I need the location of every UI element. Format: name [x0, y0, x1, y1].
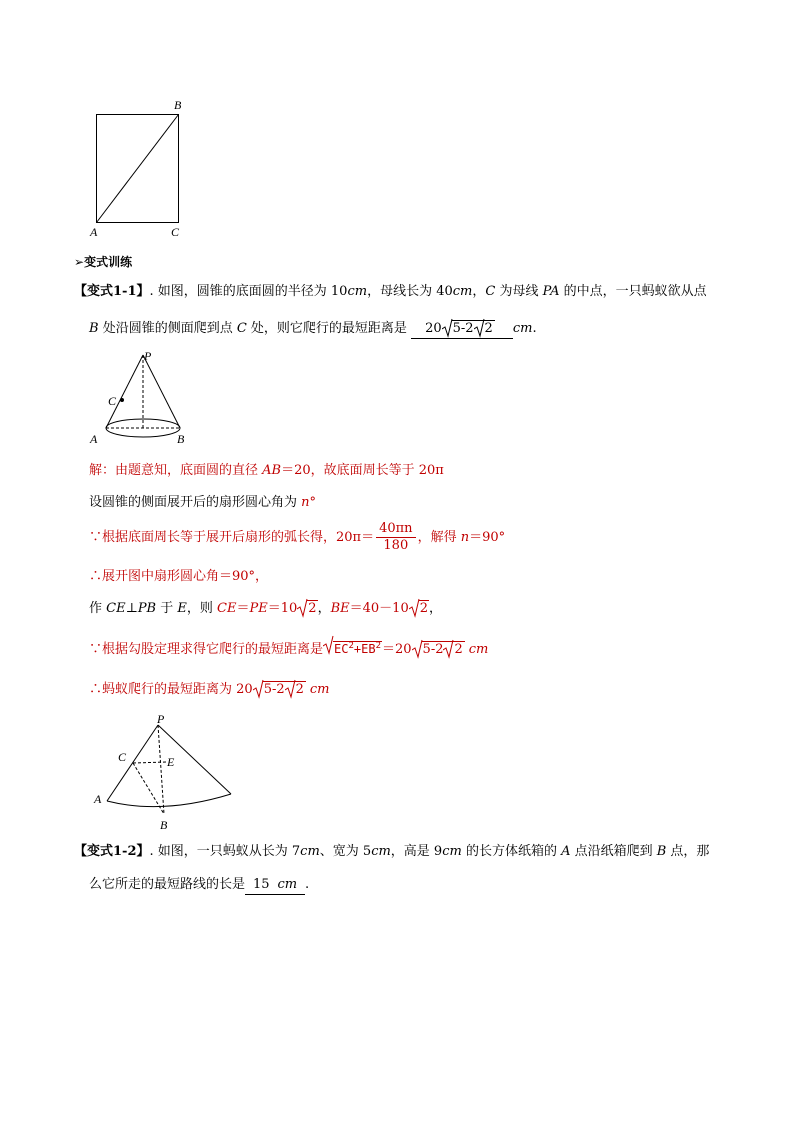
- answer-coef: 20: [425, 321, 442, 336]
- label-c: C: [171, 225, 180, 239]
- p1-text: 的中点，一只蚂蚁欲从点: [559, 284, 707, 299]
- sol-text: ∴蚂蚁爬行的最短距离为 20: [89, 682, 253, 697]
- sector-label-a: A: [94, 792, 102, 806]
- answer-rad-a: 5-2: [452, 321, 474, 336]
- exponent: 2: [375, 641, 381, 651]
- sector-label-c: C: [118, 750, 127, 764]
- sol-text: ＝20，故底面周长等于 20π: [281, 463, 444, 478]
- sol-text: ，解得: [417, 530, 461, 545]
- problem1-line2: [89, 320, 537, 339]
- p1-text: 为母线: [495, 284, 543, 299]
- answer-unit: cm: [512, 321, 533, 336]
- section-heading: [74, 253, 132, 271]
- sqrt-final: [253, 681, 306, 699]
- sol-text: ∵根据勾股定理求得它爬行的最短距离是: [89, 642, 324, 657]
- sector-radius-pa: [107, 725, 158, 801]
- sol-text: ＝10: [267, 601, 298, 616]
- p2-text: ，高是 9: [390, 844, 443, 859]
- sol-text: 作: [89, 601, 107, 616]
- p2-unit: cm: [300, 844, 320, 859]
- sqrt-2: [409, 600, 429, 618]
- solution-line4: ∴展开图中扇形圆心角＝90°，: [89, 569, 269, 584]
- sol-var: AB: [262, 463, 282, 478]
- solution-line2: [89, 494, 316, 512]
- sol-var: E: [177, 601, 187, 616]
- cone-side-pa: [106, 355, 143, 428]
- sol-text: ，则: [186, 601, 218, 616]
- sol-var: PB: [137, 601, 157, 616]
- p2-text: . 如图，一只蚂蚁从长为 7: [149, 844, 301, 859]
- sol-text: ，: [429, 601, 443, 616]
- sol-text: ∵根据底面周长等于展开后扇形的弧长得，20π＝: [89, 530, 375, 545]
- sol-text: ＝40－10: [349, 601, 409, 616]
- label-a: A: [90, 225, 98, 239]
- period: .: [305, 877, 310, 892]
- sol-var: CE: [106, 601, 126, 616]
- diagonal-ab: [97, 115, 179, 223]
- problem2-tag: 【变式1-2】: [74, 844, 150, 859]
- segment-ce: [133, 762, 167, 763]
- p1-unit: cm: [347, 284, 368, 299]
- exponent: 2: [348, 641, 354, 651]
- answer-blank-1: [411, 320, 513, 339]
- solution-line5: [89, 600, 442, 618]
- sector-arc: [107, 794, 231, 807]
- sqrt-radicand: 2: [419, 601, 428, 616]
- sol-text: ⊥: [125, 601, 138, 616]
- sol-var: BE: [330, 601, 350, 616]
- sqrt-pythagoras: [323, 637, 382, 659]
- inner-sqrt: [443, 641, 463, 659]
- cone-label-c: C: [108, 394, 117, 408]
- p1-text: ，: [472, 284, 486, 299]
- p2-text: 么它所走的最短路线的长是: [89, 877, 246, 892]
- rad-a: 5-2: [422, 642, 444, 657]
- label-b: B: [174, 98, 182, 112]
- section-heading-text: 变式训练: [84, 255, 133, 269]
- p1-var: C: [236, 321, 247, 336]
- ec-term: EC: [334, 642, 349, 656]
- sector-label-e: E: [167, 755, 175, 769]
- p2-text: 点沿纸箱爬到: [570, 844, 657, 859]
- sol-text: 设圆锥的侧面展开后的扇形圆心角为: [89, 495, 302, 510]
- p2-var: A: [561, 844, 571, 859]
- inner-sqrt: [285, 681, 305, 699]
- rad-b: 2: [295, 682, 304, 697]
- p1-text: 处沿圆锥的侧面爬到点: [98, 321, 237, 336]
- sqrt-result: [412, 641, 465, 659]
- point-c: [120, 398, 124, 402]
- sector-figure: [88, 710, 248, 835]
- rad-b: 2: [454, 642, 463, 657]
- solution-line6: [89, 637, 488, 659]
- p1-unit: cm: [452, 284, 473, 299]
- problem1-line1: [74, 283, 707, 301]
- sol-var: n°: [301, 495, 317, 510]
- sol-var: CE: [217, 601, 237, 616]
- p2-text: 的长方体纸箱的: [461, 844, 562, 859]
- sol-text: 于: [156, 601, 178, 616]
- sol-text: ，: [317, 601, 331, 616]
- sqrt-radicand: 2: [308, 601, 317, 616]
- fraction: [376, 521, 415, 554]
- eb-term: +EB: [353, 642, 376, 656]
- sol-text: ＝90°: [469, 530, 506, 545]
- p2-unit: cm: [371, 844, 391, 859]
- answer-sqrt: [442, 320, 495, 338]
- answer-inner-sqrt: [474, 320, 494, 338]
- sol-text: 解：由题意知，底面圆的直径: [89, 463, 263, 478]
- p1-var: PA: [542, 284, 560, 299]
- answer-unit: cm: [277, 877, 298, 892]
- arrow-bullet-icon: ➢: [74, 255, 85, 269]
- rad-a: 5-2: [263, 682, 285, 697]
- sol-text: ＝20: [382, 642, 412, 657]
- p2-unit: cm: [442, 844, 462, 859]
- p2-text: 点，那: [666, 844, 710, 859]
- sector-label-p: P: [157, 712, 165, 726]
- sqrt-2: [297, 600, 317, 618]
- cone-label-p: P: [144, 349, 152, 363]
- p1-var: B: [89, 321, 99, 336]
- answer-rad-b: 2: [484, 321, 493, 336]
- segment-pb: [158, 725, 164, 814]
- answer-blank-2: [245, 876, 305, 895]
- p1-var: C: [485, 284, 496, 299]
- cone-label-b: B: [177, 432, 185, 446]
- period: .: [532, 321, 537, 336]
- solution-line1: [89, 462, 444, 480]
- unit: cm: [468, 642, 489, 657]
- p1-text: . 如图，圆锥的底面圆的半径为 10: [149, 284, 348, 299]
- solution-line3: [89, 521, 505, 555]
- solution-line7: [89, 681, 330, 699]
- sol-var: PE: [249, 601, 268, 616]
- fraction-denominator: 180: [383, 538, 409, 553]
- cone-label-a: A: [90, 432, 98, 446]
- p2-var: B: [656, 844, 667, 859]
- cone-side-pb: [143, 355, 180, 428]
- p1-text: 处，则它爬行的最短距离是: [246, 321, 407, 336]
- problem2-line2: [89, 876, 309, 895]
- problem1-tag: 【变式1-1】: [74, 284, 150, 299]
- rectangle-figure: [88, 98, 198, 243]
- problem2-line1: [74, 843, 709, 861]
- unit: cm: [309, 682, 330, 697]
- p2-text: 、宽为 5: [319, 844, 372, 859]
- fraction-numerator: 40πn: [376, 521, 415, 538]
- sol-text: ＝: [236, 601, 250, 616]
- answer-value: 15: [252, 877, 270, 892]
- sector-label-b: B: [160, 818, 168, 832]
- p1-text: ，母线长为 40: [367, 284, 453, 299]
- sol-var: n: [460, 530, 470, 545]
